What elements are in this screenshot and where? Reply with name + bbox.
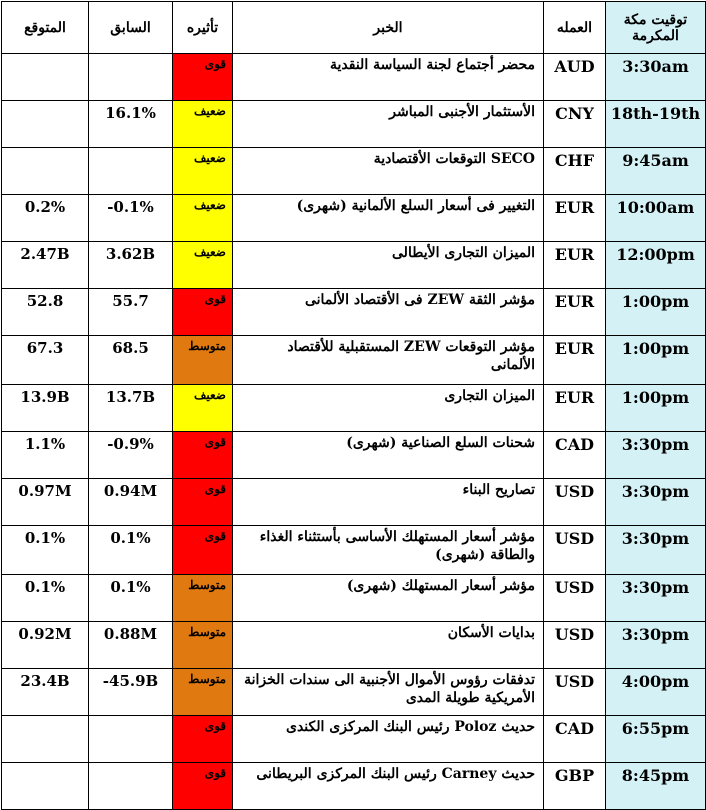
impact-cell: قوى [173, 716, 233, 763]
impact-cell: قوى [173, 432, 233, 479]
impact-header: تأثيره [173, 2, 233, 54]
impact-cell: قوى [173, 763, 233, 810]
previous-cell: 0.1% [89, 575, 173, 622]
table-row [2, 385, 706, 432]
currency-cell: CHF [544, 148, 606, 195]
currency-cell: EUR [544, 195, 606, 242]
forecast-cell: 0.2% [2, 195, 89, 242]
news-cell: التغيير فى أسعار السلع الألمانية (شهرى) [233, 195, 544, 242]
previous-header: السابق [89, 2, 173, 54]
previous-cell: 55.7 [89, 289, 173, 336]
table-row [2, 669, 706, 716]
forecast-cell: 52.8 [2, 289, 89, 336]
time-cell: 3:30pm [606, 526, 706, 575]
forecast-cell [2, 101, 89, 148]
forecast-cell: 67.3 [2, 336, 89, 385]
currency-cell: GBP [544, 763, 606, 810]
time-header: توقيت مكة المكرمة [606, 2, 706, 54]
news-cell: حديث Carney رئيس البنك المركزى البريطانى [233, 763, 544, 810]
currency-cell: AUD [544, 54, 606, 101]
currency-cell: EUR [544, 385, 606, 432]
previous-cell [89, 763, 173, 810]
forecast-cell [2, 148, 89, 195]
news-cell: بدايات الأسكان [233, 622, 544, 669]
news-cell: محضر أجتماع لجنة السياسة النقدية [233, 54, 544, 101]
impact-cell: قوى [173, 526, 233, 575]
news-cell: الميزان التجارى الأيطالى [233, 242, 544, 289]
forecast-cell: 0.97M [2, 479, 89, 526]
table-row [2, 575, 706, 622]
table-row [2, 195, 706, 242]
currency-cell: CNY [544, 101, 606, 148]
time-cell: 9:45am [606, 148, 706, 195]
previous-cell [89, 716, 173, 763]
forecast-cell [2, 763, 89, 810]
currency-cell: CAD [544, 716, 606, 763]
news-cell: الميزان التجارى [233, 385, 544, 432]
time-cell: 8:45pm [606, 763, 706, 810]
currency-cell: EUR [544, 289, 606, 336]
news-cell: SECO التوقعات الأقتصادية [233, 148, 544, 195]
news-cell: مؤشر الثقة ZEW فى الأقتصاد الألمانى [233, 289, 544, 336]
previous-cell: 0.94M [89, 479, 173, 526]
previous-cell: 13.7B [89, 385, 173, 432]
impact-cell: قوى [173, 479, 233, 526]
previous-cell: 16.1% [89, 101, 173, 148]
economic-calendar-table [1, 1, 706, 810]
currency-cell: USD [544, 669, 606, 716]
forecast-cell: 23.4B [2, 669, 89, 716]
currency-cell: USD [544, 575, 606, 622]
impact-cell: ضعيف [173, 385, 233, 432]
time-cell: 1:00pm [606, 289, 706, 336]
time-cell: 1:00pm [606, 385, 706, 432]
table-row [2, 54, 706, 101]
forecast-cell: 1.1% [2, 432, 89, 479]
table-row [2, 622, 706, 669]
impact-cell: ضعيف [173, 101, 233, 148]
currency-cell: CAD [544, 432, 606, 479]
forecast-header: المتوقع [2, 2, 89, 54]
currency-cell: EUR [544, 242, 606, 289]
currency-cell: USD [544, 622, 606, 669]
time-cell: 4:00pm [606, 669, 706, 716]
forecast-cell: 0.92M [2, 622, 89, 669]
previous-cell [89, 54, 173, 101]
table-row [2, 242, 706, 289]
currency-cell: USD [544, 526, 606, 575]
currency-cell: EUR [544, 336, 606, 385]
forecast-cell: 2.47B [2, 242, 89, 289]
impact-cell: متوسط [173, 336, 233, 385]
time-cell: 3:30pm [606, 479, 706, 526]
currency-header: العمله [544, 2, 606, 54]
forecast-cell: 0.1% [2, 526, 89, 575]
currency-cell: USD [544, 479, 606, 526]
time-cell: 12:00pm [606, 242, 706, 289]
forecast-cell [2, 54, 89, 101]
previous-cell: 0.1% [89, 526, 173, 575]
previous-cell: 68.5 [89, 336, 173, 385]
previous-cell: -45.9B [89, 669, 173, 716]
header-row [2, 2, 706, 54]
table-row [2, 716, 706, 763]
time-cell: 3:30pm [606, 575, 706, 622]
impact-cell: متوسط [173, 575, 233, 622]
table-row [2, 148, 706, 195]
news-cell: مؤشر التوقعات ZEW المستقبلية للأقتصاد الألمانى [233, 336, 544, 385]
news-cell: مؤشر أسعار المستهلك (شهرى) [233, 575, 544, 622]
news-cell: تصاريح البناء [233, 479, 544, 526]
impact-cell: متوسط [173, 622, 233, 669]
time-cell: 3:30am [606, 54, 706, 101]
time-cell: 18th-19th [606, 101, 706, 148]
time-cell: 10:00am [606, 195, 706, 242]
table-row [2, 763, 706, 810]
table-row [2, 526, 706, 575]
news-cell: تدفقات رؤوس الأموال الأجنبية الى سندات الخزانة الأمريكية طويلة المدى [233, 669, 544, 716]
forecast-cell: 13.9B [2, 385, 89, 432]
previous-cell: -0.1% [89, 195, 173, 242]
impact-cell: متوسط [173, 669, 233, 716]
impact-cell: قوى [173, 289, 233, 336]
forecast-cell: 0.1% [2, 575, 89, 622]
previous-cell: 0.88M [89, 622, 173, 669]
table-row [2, 336, 706, 385]
news-header: الخبر [233, 2, 544, 54]
previous-cell [89, 148, 173, 195]
table-row [2, 289, 706, 336]
impact-cell: ضعيف [173, 195, 233, 242]
table-body [2, 54, 706, 810]
time-cell: 3:30pm [606, 432, 706, 479]
impact-cell: قوى [173, 54, 233, 101]
time-cell: 1:00pm [606, 336, 706, 385]
impact-cell: ضعيف [173, 148, 233, 195]
news-cell: شحنات السلع الصناعية (شهرى) [233, 432, 544, 479]
table-row [2, 479, 706, 526]
previous-cell: -0.9% [89, 432, 173, 479]
table-row [2, 432, 706, 479]
time-cell: 3:30pm [606, 622, 706, 669]
news-cell: مؤشر أسعار المستهلك الأساسى بأستثناء الغذاء والطاقة (شهرى) [233, 526, 544, 575]
table-row [2, 101, 706, 148]
time-cell: 6:55pm [606, 716, 706, 763]
previous-cell: 3.62B [89, 242, 173, 289]
news-cell: الأستثمار الأجنبى المباشر [233, 101, 544, 148]
forecast-cell [2, 716, 89, 763]
impact-cell: ضعيف [173, 242, 233, 289]
news-cell: حديث Poloz رئيس البنك المركزى الكندى [233, 716, 544, 763]
